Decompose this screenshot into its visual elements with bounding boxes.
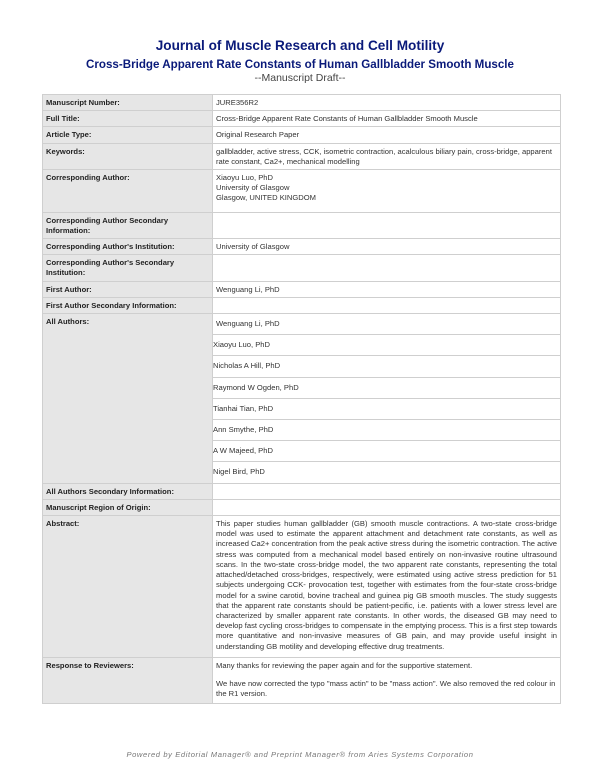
author-entry: A W Majeed, PhD xyxy=(213,440,560,461)
author-entry: Nigel Bird, PhD xyxy=(213,461,560,482)
row-corresponding-author-secondary xyxy=(43,212,561,238)
row-value xyxy=(213,314,561,484)
row-value: Original Research Paper xyxy=(213,127,561,143)
author-name: Xiaoyu Luo, PhD xyxy=(216,173,273,183)
row-all-authors-secondary xyxy=(43,483,561,499)
row-label: Corresponding Author: xyxy=(43,170,213,213)
row-all-authors xyxy=(43,314,561,484)
row-label: Corresponding Author Secondary Information: xyxy=(43,212,213,238)
row-label: Manuscript Number: xyxy=(43,95,213,111)
footer-credit: Powered by Editorial Manager® and Preprint Manager® from Aries Systems Corporation xyxy=(126,750,474,759)
row-label: Full Title: xyxy=(43,111,213,127)
row-value xyxy=(213,212,561,238)
response-paragraph: Many thanks for reviewing the paper again and for the supportive statement. xyxy=(216,660,473,670)
manuscript-title: Cross-Bridge Apparent Rate Constants of Human Gallbladder Smooth Muscle xyxy=(86,58,514,71)
row-label: All Authors Secondary Information: xyxy=(43,483,213,499)
row-region-of-origin xyxy=(43,499,561,515)
author-entry: Ann Smythe, PhD xyxy=(213,419,560,440)
row-corresponding-secondary-institution xyxy=(43,255,561,281)
row-label: Article Type: xyxy=(43,127,213,143)
row-value xyxy=(213,255,561,281)
row-label: All Authors: xyxy=(43,314,213,484)
author-entry: Xiaoyu Luo, PhD xyxy=(213,334,560,355)
row-label: Keywords: xyxy=(43,143,213,169)
row-label: Manuscript Region of Origin: xyxy=(43,499,213,515)
manuscript-metadata-table xyxy=(42,94,561,704)
row-value xyxy=(213,499,561,515)
row-label: Corresponding Author's Institution: xyxy=(43,239,213,255)
row-value xyxy=(213,297,561,313)
row-corresponding-author xyxy=(43,170,561,213)
author-entry: Tianhai Tian, PhD xyxy=(213,398,560,419)
row-article-type xyxy=(43,127,561,143)
author-institution: University of Glasgow xyxy=(216,183,290,193)
row-value: gallbladder, active stress, CCK, isometric contraction, acalculous biliary pain, cross-bridge, apparent rate constant, Ca2+, mechanical modelling xyxy=(213,143,561,169)
row-first-author-secondary xyxy=(43,297,561,313)
row-manuscript-number xyxy=(43,95,561,111)
row-value xyxy=(213,483,561,499)
row-full-title xyxy=(43,111,561,127)
row-value xyxy=(213,657,561,704)
draft-label: --Manuscript Draft-- xyxy=(254,72,346,84)
row-label: First Author Secondary Information: xyxy=(43,297,213,313)
author-entry: Wenguang Li, PhD xyxy=(216,319,280,329)
author-entry: Raymond W Ogden, PhD xyxy=(213,377,560,398)
row-label: First Author: xyxy=(43,281,213,297)
journal-title: Journal of Muscle Research and Cell Motility xyxy=(155,38,445,53)
author-location: Glasgow, UNITED KINGDOM xyxy=(216,193,317,203)
row-keywords xyxy=(43,143,561,169)
row-label: Response to Reviewers: xyxy=(43,657,213,704)
row-value: JURE356R2 xyxy=(213,95,561,111)
row-abstract xyxy=(43,516,561,658)
row-value xyxy=(213,170,561,213)
row-corresponding-institution xyxy=(43,239,561,255)
author-entry: Nicholas A Hill, PhD xyxy=(213,355,560,376)
row-value: University of Glasgow xyxy=(213,239,561,255)
row-value: Wenguang Li, PhD xyxy=(213,281,561,297)
row-label: Abstract: xyxy=(43,516,213,658)
row-value: Cross-Bridge Apparent Rate Constants of Human Gallbladder Smooth Muscle xyxy=(213,111,561,127)
row-label: Corresponding Author's Secondary Institution: xyxy=(43,255,213,281)
abstract-text: This paper studies human gallbladder (GB) smooth muscle contractions. A two-state cross-bridge model was used to estimate the apparent attachment and detachment rate constants, as well as increased Ca2+ concentration from the peak active stress during the isometric contraction. The active stress was computed from a mechanical model based entirely on non-invasive routine ultrasound scans. In the two-state cross-bridge model, the two apparent rate constants, representing the total attached/detached cross-bridges, respectively, were estimated using active stress prediction for 51 subjects undergoing CCK- provocation test, together with estimates from the four-state cross-bridge model for a swine carotid, bovine tracheal and guinea pig GB smooth muscles. The study suggests that the apparent rate constants should be patient-pecific, i.e. patients with a lower stress level are characterized by smaller apparent rate constants. In other words, the diseased GB may need to develop fast cycling cross-bridges to compensate in the emptying process. This is a first step towards more quantitative and non-invasive measures of GB pain, and may provide useful insight in understanding GB motility and developing effective drug treatments. xyxy=(213,516,561,658)
response-paragraph: We have now corrected the typo "mass actin" to be "mass action". We also removed the red colour in the R1 version. xyxy=(216,678,556,699)
row-response-to-reviewers xyxy=(43,657,561,704)
row-first-author xyxy=(43,281,561,297)
